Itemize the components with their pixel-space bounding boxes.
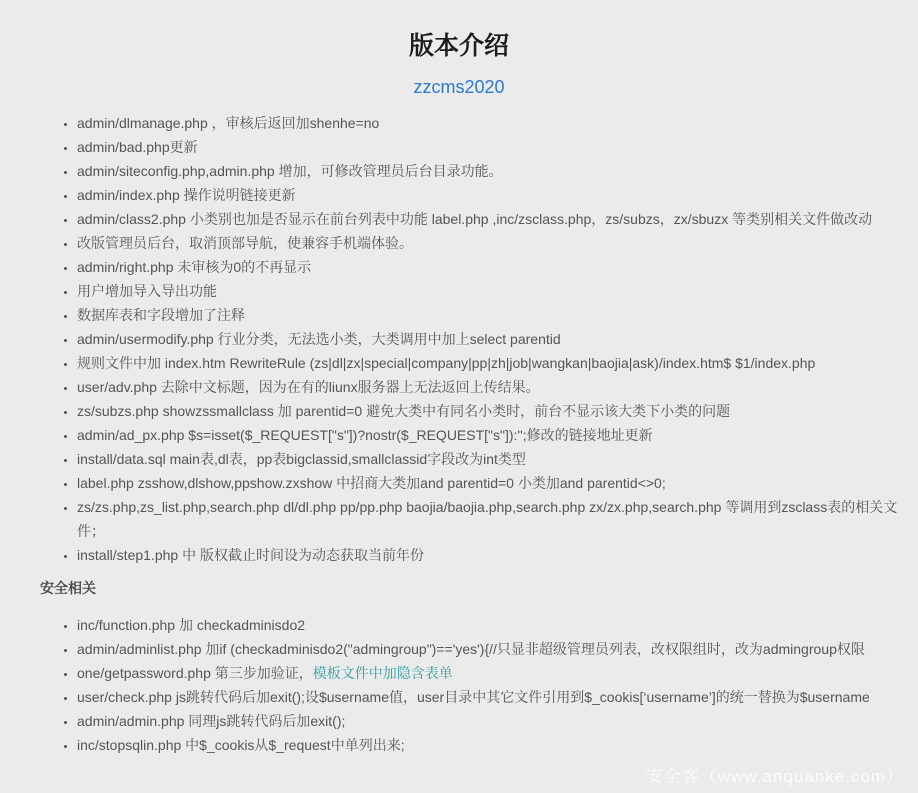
page-title: 版本介绍	[408, 32, 509, 60]
list-item	[77, 279, 906, 303]
list-item-text: admin/adminlist.php 加if (checkadminisdo2("admingroup")=='yes'){//只显非超级管理员列表，改权限组时，改为admingroup权限	[77, 640, 865, 657]
list-item	[77, 183, 906, 207]
list-item-text: admin/admin.php 同理js跳转代码后加exit();	[77, 712, 346, 729]
list-item	[77, 685, 906, 709]
list-item-text: 改版管理员后台，取消顶部导航，使兼容手机端体验。	[77, 234, 413, 251]
list-item-text: install/step1.php 中 版权截止时间设为动态获取当前年份	[77, 546, 424, 563]
list-item	[77, 303, 906, 327]
list-item	[77, 399, 906, 423]
list-item	[77, 733, 906, 757]
list-item	[77, 327, 906, 351]
list-item-text: admin/ad_px.php $s=isset($_REQUEST["s"])?nostr($_REQUEST["s"]):'';修改的链接地址更新	[77, 426, 653, 443]
list-item	[77, 351, 906, 375]
list-item-text: zs/subzs.php showzssmallclass 加 parentid=0 避免大类中有同名小类时，前台不显示该大类下小类的问题	[77, 402, 731, 419]
list-item	[77, 135, 906, 159]
list-item-text: 用户增加导入导出功能	[77, 282, 217, 299]
list-item	[77, 207, 906, 231]
list-item-text: user/check.php js跳转代码后加exit();设$username值，user目录中其它文件引用到$_cookis[‘username’]的统一替换为$username	[77, 688, 870, 705]
list-item	[77, 423, 906, 447]
list-item-text: admin/usermodify.php 行业分类，无法选小类，大类调用中加上select parentid	[77, 330, 561, 347]
list-item	[77, 613, 906, 637]
list-item-text: admin/class2.php 小类别也加是否显示在前台列表中功能 label.php ,inc/zsclass.php，zs/subzs，zx/sbuzx 等类别相关文件做改动	[77, 210, 873, 227]
watermark: 安全客（www.anquanke.com）	[645, 767, 904, 786]
changelog-list	[0, 111, 918, 567]
list-item-text: install/data.sql main表,dl表，pp表bigclassid,smallclassid字段改为int类型	[77, 450, 526, 467]
list-item-text: inc/stopsqlin.php 中$_cookis从$_request中单列出来;	[77, 736, 405, 753]
list-item-text: admin/siteconfig.php,admin.php 增加，可修改管理员后台目录功能。	[77, 162, 503, 179]
list-item-text: inc/function.php 加 checkadminisdo2	[77, 616, 306, 633]
list-item	[77, 661, 906, 685]
list-item	[77, 471, 906, 495]
list-item	[77, 637, 906, 661]
list-item	[77, 159, 906, 183]
list-item-text: admin/index.php 操作说明链接更新	[77, 186, 296, 203]
list-item	[77, 231, 906, 255]
list-item	[77, 709, 906, 733]
list-item-text: label.php zsshow,dlshow,ppshow.zxshow 中招商大类加and parentid=0 小类加and parentid<>0;	[77, 474, 666, 491]
list-item-text: 规则文件中加 index.htm RewriteRule (zs|dl|zx|special|company|pp|zh|job|wangkan|baojia|ask)/index.htm$ $1/index.php	[77, 354, 816, 371]
security-section-heading: 安全相关	[40, 579, 96, 596]
list-item	[77, 447, 906, 471]
list-item	[77, 543, 906, 567]
list-item-text: admin/bad.php更新	[77, 138, 198, 155]
list-item-text: admin/right.php 未审核为0的不再显示	[77, 258, 312, 275]
list-item-text: one/getpassword.php 第三步加验证，	[77, 664, 313, 681]
subtitle-link[interactable]: zzcms2020	[413, 77, 505, 97]
list-item-text: zs/zs.php,zs_list.php,search.php dl/dl.php pp/pp.php baojia/baojia.php,search.php zx/zx.php,search.php 等调用到zsclass表的相关文件；	[77, 498, 898, 539]
list-item-text: user/adv.php 去除中文标题，因为在有的liunx服务器上无法返回上传结果。	[77, 378, 540, 395]
list-item-text: admin/dlmanage.php ，审核后返回加shenhe=no	[77, 114, 380, 131]
list-item	[77, 255, 906, 279]
list-item	[77, 111, 906, 135]
list-item	[77, 375, 906, 399]
security-list	[0, 613, 918, 757]
list-item	[77, 495, 906, 543]
hidden-form-link[interactable]: 模板文件中加隐含表单	[312, 664, 453, 681]
list-item-text: 数据库表和字段增加了注释	[77, 306, 245, 323]
